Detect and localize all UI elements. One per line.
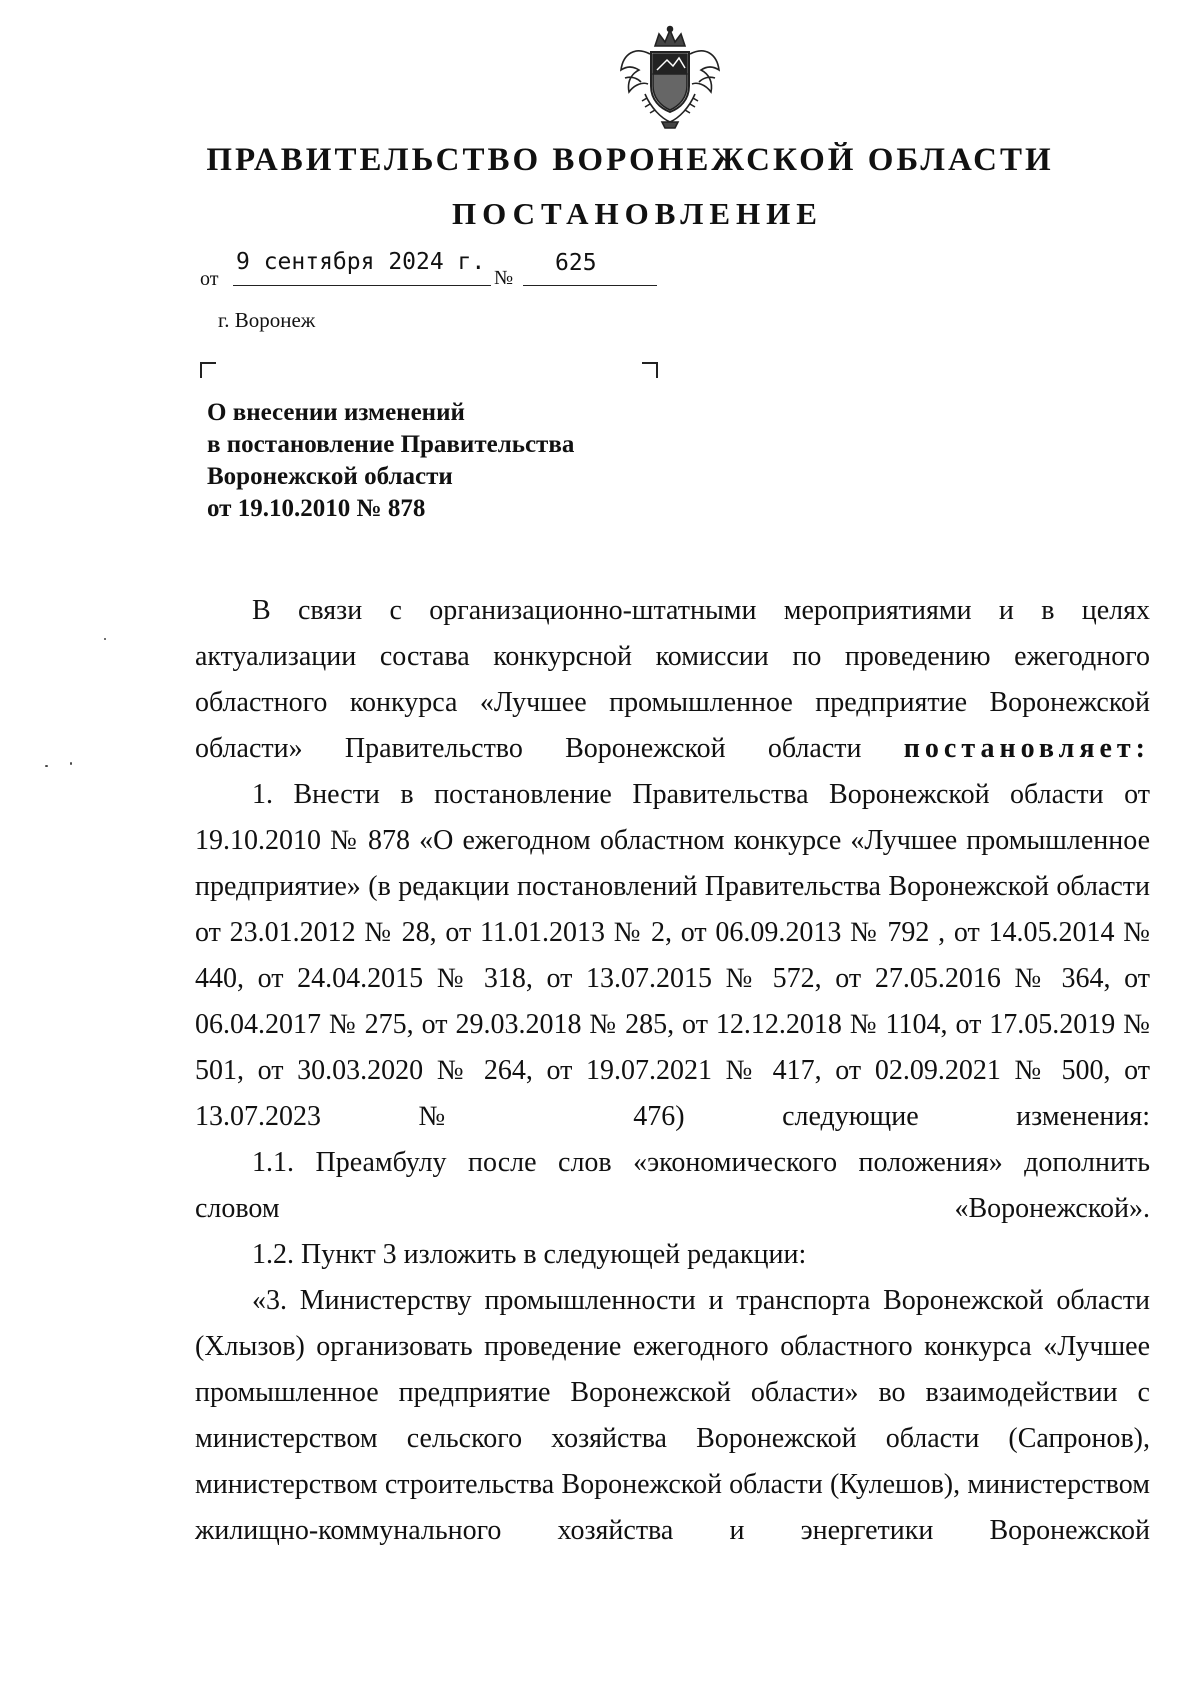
subject-line: от 19.10.2010 № 878 — [207, 495, 426, 522]
document-body — [195, 588, 1150, 1554]
paragraph-item-3-quote: «3. Министерству промышленности и транспорта Воронежской области (Хлызов) организовать проведение ежегодного областного конкурса «Лучшее промышленное предприятие Воронежской области» во взаимодействии с министерством сельского хозяйства Воронежской области (Сапронов), министерством строительства Воронежской области (Кулешов), министерством жилищно-коммунального хозяйства и энергетики Воронежской — [195, 1285, 1150, 1546]
paragraph-item-1: 1. Внести в постановление Правительства Воронежской области от 19.10.2010 № 878 «О ежегодном областном конкурсе «Лучшее промышленное предприятие» (в редакции постановлений Правительства Воронежской области от 23.01.2012 № 28, от 11.01.2013 № 2, от 06.09.2013 № 792 , от 14.05.2014 № 440, от 24.04.2015 № 318, от 13.07.2015 № 572, от 27.05.2016 № 364, от 06.04.2017 № 275, от 29.03.2018 № 285, от 12.12.2018 № 1104, от 17.05.2019 № 501, от 30.03.2020 № 264, от 19.07.2021 № 417, от 02.09.2021 № 500, от 13.07.2023 № 476) следующие изменения: — [195, 779, 1150, 1132]
document-number: 625 — [555, 250, 597, 276]
document-type-title: ПОСТАНОВЛЕНИЕ — [452, 196, 823, 231]
date-prefix-label: от — [200, 268, 219, 290]
government-title: ПРАВИТЕЛЬСТВО ВОРОНЕЖСКОЙ ОБЛАСТИ — [206, 142, 1054, 178]
subject-line: в постановление Правительства — [207, 431, 575, 458]
city-label: г. Воронеж — [218, 308, 316, 332]
decree-word: постановляет: — [903, 733, 1150, 764]
number-underline — [523, 285, 657, 286]
scan-speck — [104, 638, 106, 640]
coat-of-arms-emblem — [615, 24, 725, 130]
number-prefix-label: № — [494, 267, 514, 289]
subject-line: О внесении изменений — [207, 399, 465, 426]
paragraph-item-1-2: 1.2. Пункт 3 изложить в следующей редакции: — [252, 1239, 807, 1270]
date-underline — [233, 285, 491, 286]
subject-line: Воронежской области — [207, 463, 453, 490]
document-subject — [207, 397, 574, 525]
preamble-text: В связи с организационно-штатными мероприятиями и в целях актуализации состава конкурсной комиссии по проведению ежегодного областного конкурса «Лучшее промышленное предприятие Воронежской области» Правительство Воронежской области — [195, 595, 1150, 764]
subject-corner-right — [642, 362, 658, 378]
paragraph-preamble — [195, 588, 1150, 772]
paragraph-item-1-1: 1.1. Преамбулу после слов «экономического положения» дополнить словом «Воронежской». — [195, 1147, 1150, 1224]
subject-corner-left — [200, 362, 216, 378]
document-date: 9 сентября 2024 г. — [236, 249, 486, 275]
scan-speck — [70, 762, 72, 765]
scan-speck — [45, 765, 48, 767]
